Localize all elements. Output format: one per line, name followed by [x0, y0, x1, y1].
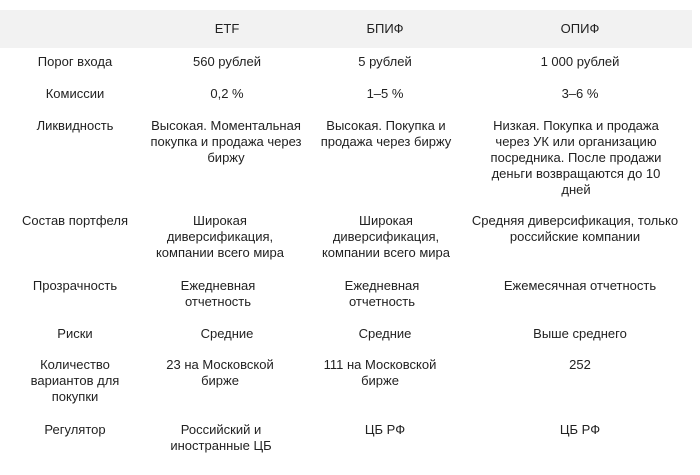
cell-bpif-transparency: Ежедневная отчетность: [344, 278, 420, 309]
cell-etf-transparency: Ежедневная отчетность: [180, 278, 256, 309]
row-label-fees: Комиссии: [45, 86, 105, 101]
cell-etf-options-count: 23 на Московской бирже: [166, 357, 274, 388]
row-label-risks: Риски: [57, 326, 93, 341]
row-label-regulator: Регулятор: [44, 422, 106, 437]
header-etf: ETF: [214, 21, 240, 36]
row-label-portfolio: Состав портфеля: [22, 213, 128, 228]
cell-opif-liquidity: Низкая. Покупка и продажа через УК или организацию посредника. После продажи деньги возвращаются до 10 дней: [490, 118, 662, 197]
cell-bpif-options-count: 111 на Московской бирже: [323, 357, 437, 388]
cell-bpif-fees: 1–5 %: [366, 86, 404, 101]
row-label-liquidity: Ликвидность: [36, 118, 114, 133]
cell-bpif-regulator: ЦБ РФ: [364, 422, 406, 437]
cell-bpif-entry-threshold: 5 рублей: [358, 54, 412, 69]
cell-opif-portfolio: Средняя диверсификация, только российские компании: [471, 213, 679, 244]
cell-opif-transparency: Ежемесячная отчетность: [503, 278, 657, 293]
cell-bpif-liquidity: Высокая. Покупка и продажа через биржу: [320, 118, 452, 149]
header-empty: [2, 10, 148, 48]
header-bpif: БПИФ: [366, 21, 404, 36]
row-label-entry-threshold: Порог входа: [37, 54, 113, 69]
cell-opif-options-count: 252: [569, 357, 591, 372]
cell-bpif-portfolio: Широкая диверсификация, компании всего мира: [321, 213, 451, 260]
cell-opif-risks: Выше среднего: [533, 326, 627, 341]
row-label-transparency: Прозрачность: [32, 278, 118, 293]
cell-opif-entry-threshold: 1 000 рублей: [540, 54, 620, 69]
header-opif: ОПИФ: [560, 21, 600, 36]
cell-opif-fees: 3–6 %: [561, 86, 599, 101]
row-label-options-count: Количество вариантов для покупки: [30, 357, 120, 404]
cell-opif-regulator: ЦБ РФ: [559, 422, 601, 437]
cell-etf-regulator: Российский и иностранные ЦБ: [170, 422, 272, 453]
cell-etf-portfolio: Широкая диверсификация, компании всего мира: [155, 213, 285, 260]
cell-etf-risks: Средние: [200, 326, 254, 341]
cell-etf-fees: 0,2 %: [210, 86, 244, 101]
cell-etf-liquidity: Высокая. Моментальная покупка и продажа через биржу: [150, 118, 302, 165]
cell-bpif-risks: Средние: [358, 326, 412, 341]
cell-etf-entry-threshold: 560 рублей: [193, 54, 261, 69]
